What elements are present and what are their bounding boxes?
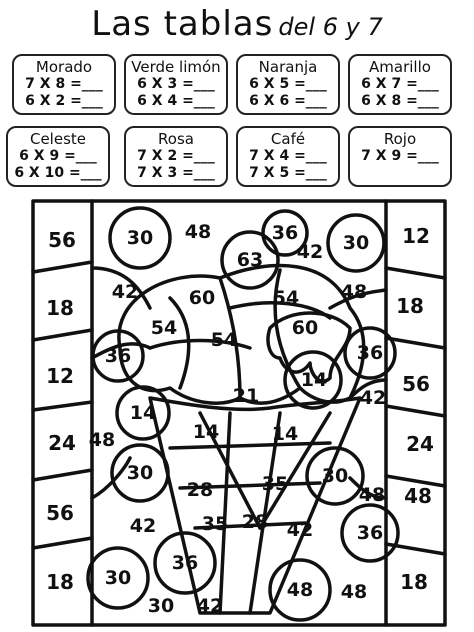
region-number: 42 [111,281,139,303]
equation: 6 X 8 =___ [361,93,439,109]
equation: 6 X 5 =___ [249,76,327,92]
color-key-card [6,126,110,187]
color-key-card [124,126,228,187]
color-name: Rojo [383,130,417,148]
right-column-number: 18 [400,570,428,594]
region-number: 42 [129,515,157,537]
equation: 6 X 2 =___ [25,93,103,109]
region-number: 21 [232,385,260,407]
region-number: 42 [286,519,314,541]
equation: 6 X 10 =___ [14,165,102,181]
equation: 6 X 3 =___ [137,76,215,92]
region-number: 54 [210,329,238,351]
region-number: 36 [356,342,384,364]
left-column-number: 24 [48,431,76,455]
equation: 6 X 4 =___ [137,93,215,109]
color-key-card [236,54,340,115]
color-name: Morado [35,58,93,76]
region-number: 42 [296,241,324,263]
region-number: 54 [272,287,300,309]
region-number: 36 [171,552,199,574]
color-key-card [348,54,452,115]
region-number: 35 [261,473,289,495]
color-name: Rosa [158,130,194,148]
color-key-card [124,54,228,115]
region-number: 60 [188,287,216,309]
equation: 7 X 2 =___ [137,148,215,164]
right-column-number: 24 [406,432,434,456]
region-number: 36 [104,345,132,367]
left-column-number: 12 [46,364,74,388]
title-sub: del 6 y 7 [278,13,383,41]
region-number: 30 [342,232,370,254]
region-number: 14 [192,421,220,443]
region-number: 60 [291,317,319,339]
region-number: 30 [104,567,132,589]
region-number: 48 [184,221,212,243]
region-number: 42 [196,595,224,617]
region-number: 30 [147,595,175,617]
coloring-board [30,198,448,628]
color-key-card [348,126,452,187]
color-name: Amarillo [369,58,431,76]
equation: 7 X 4 =___ [249,148,327,164]
right-column-number: 18 [396,294,424,318]
color-name: Café [270,130,306,148]
region-number: 54 [150,317,178,339]
equation: 7 X 9 =___ [361,148,439,164]
equation: 6 X 7 =___ [361,76,439,92]
region-number: 30 [126,227,154,249]
region-number: 36 [356,522,384,544]
left-column-number: 18 [46,296,74,320]
region-number: 28 [241,511,269,533]
equation: 7 X 3 =___ [137,165,215,181]
region-number: 48 [88,429,116,451]
equation: 7 X 8 =___ [25,76,103,92]
color-name: Celeste [29,130,87,148]
region-number: 14 [300,369,328,391]
region-number: 35 [201,513,229,535]
right-column-number: 12 [402,224,430,248]
region-number: 48 [340,581,368,603]
equation: 7 X 5 =___ [249,165,327,181]
right-column-number: 56 [402,372,430,396]
color-key-card [12,54,116,115]
left-column-number: 56 [48,228,76,252]
color-name: Verde limón [131,58,221,76]
region-number: 30 [321,465,349,487]
right-column-number: 48 [404,484,432,508]
left-column-number: 56 [46,501,74,525]
worksheet-title [0,4,474,44]
equation: 6 X 6 =___ [249,93,327,109]
region-number: 63 [236,249,264,271]
region-number: 48 [286,579,314,601]
left-column-number: 18 [46,570,74,594]
region-number: 30 [126,462,154,484]
region-number: 48 [358,484,386,506]
color-key-card [236,126,340,187]
region-number: 28 [186,479,214,501]
region-number: 42 [359,387,387,409]
equation: 6 X 9 =___ [19,148,97,164]
color-name: Naranja [258,58,318,76]
region-number: 36 [271,222,299,244]
region-number: 14 [129,402,157,424]
region-number: 14 [271,423,299,445]
region-number: 48 [340,281,368,303]
title-main: Las tablas [91,4,274,44]
